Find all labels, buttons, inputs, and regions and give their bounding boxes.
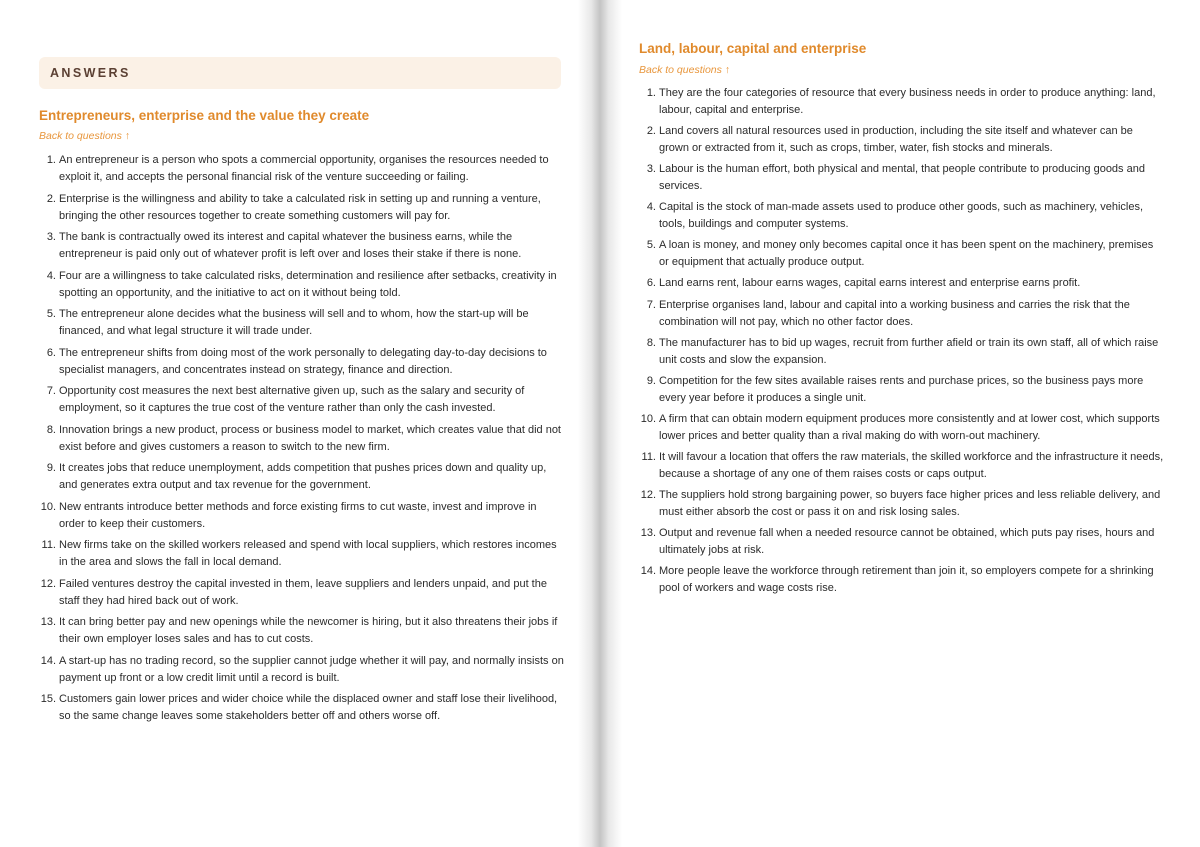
answer-item: [39, 229, 565, 263]
answer-number: 1.: [646, 87, 656, 99]
answer-item: [39, 345, 565, 379]
answer-number: 9.: [646, 374, 656, 387]
answer-text: Failed ventures destroy the capital invested in them, leave suppliers and lenders unpaid, and put the staff they had hired back out of work.: [59, 577, 547, 607]
answer-item: [39, 691, 565, 725]
answer-number: 8.: [46, 423, 56, 436]
answer-item: [639, 563, 1165, 597]
answer-number: 7.: [46, 385, 56, 397]
page-gutter: [578, 0, 622, 847]
answer-number: 6.: [46, 346, 56, 359]
answer-item: [39, 152, 565, 186]
answer-item: [639, 525, 1165, 559]
answer-item: [639, 275, 1165, 292]
answer-number: 9.: [46, 462, 56, 474]
answer-text: The entrepreneur alone decides what the business will sell and to whom, how the start-up will be financed, and what legal structure it will trade under.: [59, 308, 529, 337]
answer-text: A start-up has no trading record, so the supplier cannot judge whether it will pay, and normally insists on payment up front or a low credit limit until a record is built.: [59, 654, 564, 684]
answer-text: The suppliers hold strong bargaining power, so buyers face higher prices and less reliable delivery, and must either absorb the cost or pass it on and risk losing sales.: [659, 489, 1161, 519]
answer-number: 11.: [41, 539, 56, 551]
answer-text: A firm that can obtain modern equipment produces more consistently and at lower cost, which supports lower prices and better quality than a rival making do with worn-out machinery.: [659, 412, 1160, 442]
answer-item: [39, 383, 565, 417]
answer-item: [639, 449, 1165, 483]
answers-header-label: ANSWERS: [50, 66, 131, 80]
answer-item: [39, 268, 565, 302]
right-back-link-label: Back to questions: [639, 64, 722, 76]
answer-item: [639, 85, 1165, 119]
answer-text: Four are a willingness to take calculated risks, determination and resilience after setbacks, creativity in spotting an opportunity, and the initiative to act on it without being told.: [59, 269, 557, 299]
answer-item: [39, 537, 565, 571]
answer-number: 7.: [646, 298, 656, 311]
answer-number: 15.: [40, 693, 56, 705]
answer-number: 3.: [646, 163, 656, 176]
answer-text: It can bring better pay and new openings while the newcomer is hiring, but it also threatens their jobs if their own employer loses sales and has to cut costs.: [59, 616, 558, 645]
answer-text: The bank is contractually owed its interest and capital whatever the business earns, while the entrepreneur is paid only out of whatever profit is left over and loses their stake if there is none.: [59, 231, 522, 260]
answer-number: 12.: [40, 577, 56, 590]
answer-number: 1.: [46, 154, 56, 166]
answer-item: [39, 499, 565, 533]
right-answer-list: [639, 85, 1165, 601]
answer-number: 10.: [640, 412, 656, 425]
answer-item: [639, 487, 1165, 521]
answer-text: More people leave the workforce through retirement than join it, so employers compete for a shrinking pool of workers and wage costs rise.: [659, 565, 1154, 595]
answer-item: [639, 411, 1165, 445]
answer-item: [639, 335, 1165, 369]
answer-text: Land covers all natural resources used in production, including the site itself and whatever can be grown or extracted from it, such as crops, timber, water, fish stocks and minerals.: [659, 125, 1133, 155]
answer-text: It will favour a location that offers the raw materials, the skilled workforce and the infrastructure it needs, because a shortage of any one of them raises costs or caps output.: [659, 450, 1164, 480]
answer-number: 13.: [40, 616, 56, 628]
answer-number: 6.: [646, 277, 656, 290]
answer-number: 14.: [40, 654, 56, 667]
answer-number: 14.: [640, 565, 656, 578]
answer-item: [39, 576, 565, 610]
answer-text: New entrants introduce better methods and force existing firms to cut waste, invest and improve in order to keep their customers.: [59, 500, 537, 530]
answer-item: [39, 191, 565, 225]
answer-text: Labour is the human effort, both physical and mental, that people contribute to producing goods and services.: [659, 163, 1145, 193]
right-back-to-questions-link[interactable]: [639, 64, 730, 76]
answer-number: 12.: [640, 489, 656, 502]
arrow-up-icon: ↑: [124, 130, 131, 142]
answer-text: Enterprise organises land, labour and capital into a working business and carries the risk that the combination will not pay, which no other factor does.: [659, 298, 1130, 328]
answer-number: 5.: [646, 239, 656, 252]
answer-item: [39, 460, 565, 494]
answer-item: [639, 373, 1165, 407]
answer-item: [639, 123, 1165, 157]
answer-number: 8.: [646, 336, 656, 349]
answer-text: Innovation brings a new product, process or business model to market, which creates value that did not exist before and gives customers a reason to switch to the new firm.: [59, 423, 561, 453]
answer-item: [639, 297, 1165, 331]
answer-item: [39, 653, 565, 687]
answer-text: They are the four categories of resource that every business needs in order to produce anything: land, labour, capital and enterprise.: [659, 87, 1156, 116]
right-section-title: Land, labour, capital and enterprise: [639, 41, 867, 56]
left-back-to-questions-link[interactable]: [39, 130, 130, 142]
answer-item: [39, 614, 565, 648]
answer-number: 2.: [46, 192, 56, 205]
left-back-link-label: Back to questions: [39, 130, 122, 142]
answer-item: [639, 237, 1165, 271]
answer-text: Enterprise is the willingness and ability to take a calculated risk in setting up and running a venture, bringing the other resources together to create something customers will pay for.: [59, 192, 541, 222]
arrow-up-icon: ↑: [724, 64, 731, 76]
answer-item: [639, 199, 1165, 233]
answer-number: 2.: [646, 125, 656, 138]
answers-header-bar: [39, 57, 561, 89]
answer-number: 4.: [646, 201, 656, 214]
answer-number: 4.: [46, 269, 56, 282]
answer-number: 3.: [46, 231, 56, 243]
answer-text: It creates jobs that reduce unemployment, adds competition that pushes prices down and quality up, and generates extra output and tax revenue for the government.: [59, 462, 547, 491]
answer-item: [39, 306, 565, 340]
answer-text: Opportunity cost measures the next best alternative given up, such as the salary and security of employment, so it captures the true cost of the venture rather than only the cash invested.: [59, 385, 525, 414]
answer-text: Capital is the stock of man-made assets used to produce other goods, such as machinery, vehicles, tools, buildings and computer systems.: [659, 201, 1144, 231]
answer-item: [639, 161, 1165, 195]
left-section-title: Entrepreneurs, enterprise and the value they create: [39, 108, 370, 123]
answer-number: 10.: [40, 500, 56, 513]
answer-text: Competition for the few sites available raises rents and purchase prices, so the business pays more every year before it produces a single unit.: [659, 374, 1144, 404]
answer-item: [39, 422, 565, 456]
answer-text: The entrepreneur shifts from doing most of the work personally to delegating day-to-day decisions to specialist managers, and concentrates instead on strategy, finance and direction.: [59, 346, 547, 376]
answer-text: Output and revenue fall when a needed resource cannot be obtained, which puts pay rises, hours and ultimately jobs at risk.: [659, 527, 1155, 557]
answer-number: 13.: [640, 527, 656, 540]
answer-number: 5.: [46, 308, 56, 320]
answer-text: A loan is money, and money only becomes capital once it has been spent on the machinery, premises or equipment that actually produce output.: [659, 239, 1154, 269]
answer-text: The manufacturer has to bid up wages, recruit from further afield or train its own staff, all of which raise unit costs and slow the expansion.: [659, 336, 1159, 366]
answer-text: Land earns rent, labour earns wages, capital earns interest and enterprise earns profit.: [659, 277, 1081, 290]
answer-text: New firms take on the skilled workers released and spend with local suppliers, which restores incomes in the area and slows the fall in local demand.: [59, 539, 557, 568]
left-answer-list: [39, 152, 565, 730]
answer-number: 11.: [641, 450, 656, 463]
answer-text: An entrepreneur is a person who spots a commercial opportunity, organises the resources needed to exploit it, and accepts the personal financial risk of the venture succeeding or failing.: [59, 154, 549, 183]
answer-text: Customers gain lower prices and wider choice while the displaced owner and staff lose their livelihood, so the same change leaves some stakeholders better off and others worse off.: [59, 693, 558, 722]
